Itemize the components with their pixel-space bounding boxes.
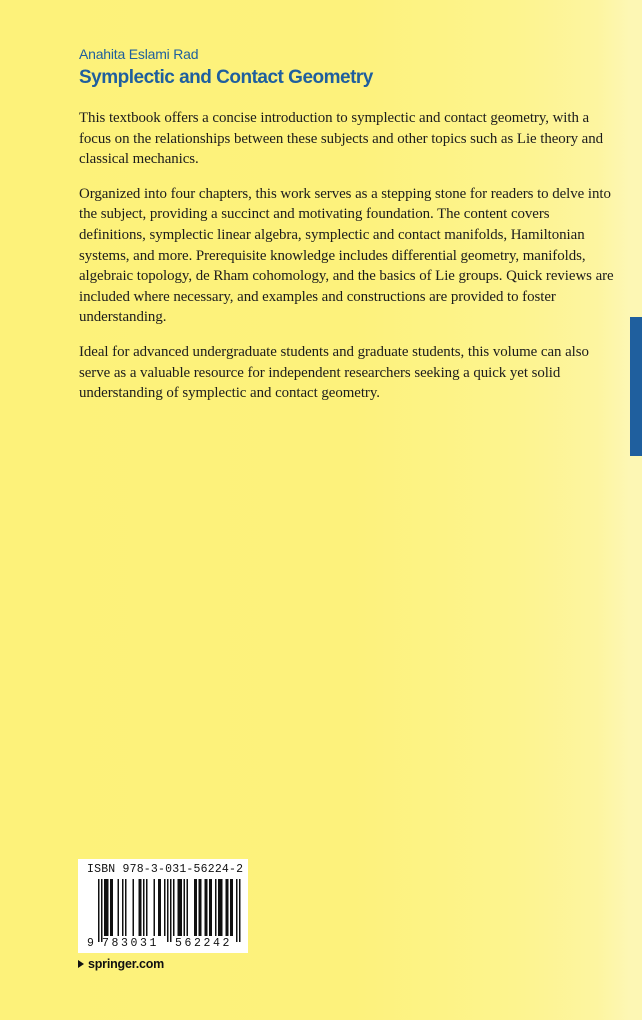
barcode-bar	[112, 879, 114, 936]
isbn-label: ISBN 978-3-031-56224-2	[87, 863, 244, 876]
barcode-bar	[199, 879, 201, 936]
barcode-bar	[211, 879, 213, 936]
barcode-bar	[118, 879, 120, 936]
barcode-bar	[158, 879, 160, 936]
barcode-bar	[110, 879, 112, 936]
barcode-bar	[206, 879, 208, 936]
barcode-bar	[221, 879, 223, 936]
barcode-guard-bar	[236, 879, 238, 942]
barcode-bar	[226, 879, 228, 936]
author-name: Anahita Eslami Rad	[79, 46, 199, 62]
barcode-bar	[133, 879, 135, 936]
barcode-bar	[125, 879, 127, 936]
barcode-bar	[194, 879, 196, 936]
barcode-bar	[139, 879, 141, 936]
barcode-area	[78, 859, 248, 953]
barcode-bar	[160, 879, 162, 936]
barcode-bar	[232, 879, 234, 936]
barcode-bar	[187, 879, 189, 936]
barcode-bar	[181, 879, 183, 936]
barcode-bar	[107, 879, 109, 936]
description-paragraph-3: Ideal for advanced undergraduate students and graduate students, this volume can also serve as a valuable resource for independent researchers seeking a quick yet solid understanding of symplectic and contact geometry.	[79, 343, 589, 402]
ean-left-digits: 783031	[102, 937, 160, 950]
barcode-bar	[140, 879, 142, 936]
barcode-bar	[179, 879, 181, 936]
description	[79, 108, 619, 404]
barcode-bar	[106, 879, 108, 936]
description-paragraph-1: This textbook offers a concise introduction to symplectic and contact geometry, with a focus on the relationships between these subjects and other topics such as Lie theory and classical mechanics.	[79, 110, 604, 168]
ean-right-digits: 562242	[175, 937, 233, 950]
ean-first-digit: 9	[87, 937, 94, 950]
barcode-bar	[122, 879, 124, 936]
book-title: Symplectic and Contact Geometry	[79, 67, 373, 88]
barcode-bar	[178, 879, 180, 936]
barcode-bar	[184, 879, 186, 936]
publisher-link-label: springer.com	[88, 957, 165, 971]
barcode-bar	[200, 879, 202, 936]
barcode-bar	[104, 879, 106, 936]
barcode-guard-bar	[239, 879, 241, 942]
barcode-bar	[205, 879, 207, 936]
barcode-bar	[196, 879, 198, 936]
spine-accent-bar	[630, 317, 642, 456]
arrow-right-icon	[78, 960, 84, 968]
barcode-guard-bar	[170, 879, 172, 942]
barcode-bar	[227, 879, 229, 936]
barcode-bar	[146, 879, 148, 936]
description-paragraph-2: Organized into four chapters, this work serves as a stepping stone for readers to delve into the subject, providing a succinct and motivating foundation. The content covers definitions, symplectic linear algebra, symplectic and contact manifolds, Hamiltonian systems, and more. Prerequisite knowledge includes differential geometry, manifolds, algebraic topology, de Rham cohomology, and the basics of Lie groups. Quick reviews are included where necessary, and examples and constructions are provided to foster understanding.	[79, 185, 614, 326]
barcode-guard-bar	[98, 879, 100, 942]
barcode-guard-bar	[101, 879, 103, 942]
barcode-guard-bar	[167, 879, 169, 942]
barcode-bar	[218, 879, 220, 936]
barcode-bar	[164, 879, 166, 936]
barcode-bar	[230, 879, 232, 936]
barcode-bar	[209, 879, 211, 936]
publisher-link[interactable]	[78, 957, 164, 971]
barcode-bar	[143, 879, 145, 936]
barcode-bar	[154, 879, 156, 936]
barcode-bar	[215, 879, 217, 936]
barcode-bar	[173, 879, 175, 936]
barcode-bar	[220, 879, 222, 936]
